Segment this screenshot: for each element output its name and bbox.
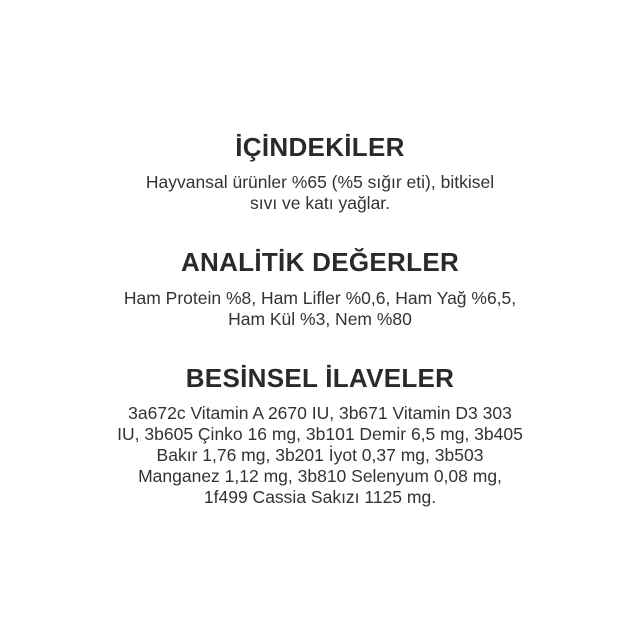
section-nutritional-additives xyxy=(116,363,524,508)
section-analytical-values xyxy=(105,247,535,329)
analytical-values-heading: ANALİTİK DEĞERLER xyxy=(180,247,460,278)
nutritional-additives-heading: BESİNSEL İLAVELER xyxy=(185,362,455,393)
ingredients-body: Hayvansal ürünler %65 (%5 sığır eti), bitkisel sıvı ve katı yağlar. xyxy=(145,172,495,214)
section-ingredients xyxy=(144,132,496,214)
nutritional-additives-body: 3a672c Vitamin A 2670 IU, 3b671 Vitamin D3 303 IU, 3b605 Çinko 16 mg, 3b101 Demir 6,5 mg, 3b405 Bakır 1,76 mg, 3b201 İyot 0,37 mg, 3b503 Manganez 1,12 mg, 3b810 Selenyum 0,08 mg, 1f499 Cassia Sakızı 1125 mg. xyxy=(117,402,523,507)
analytical-values-body: Ham Protein %8, Ham Lifler %0,6, Ham Yağ %6,5, Ham Kül %3, Nem %80 xyxy=(123,287,517,329)
ingredients-heading: İÇİNDEKİLER xyxy=(235,132,405,163)
